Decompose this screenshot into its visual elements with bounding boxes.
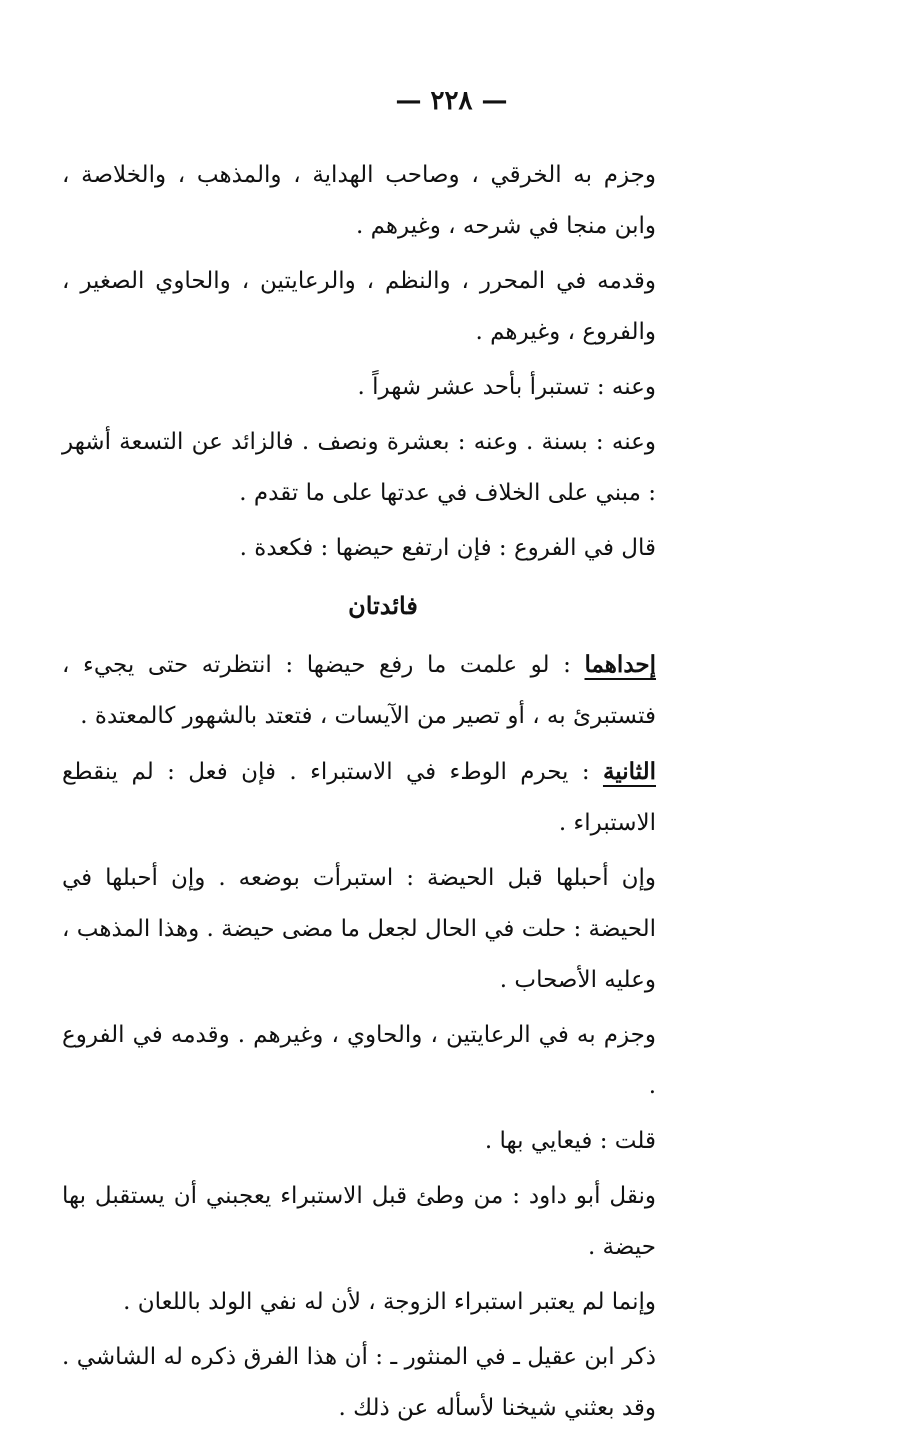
paragraph: قال في الفروع : فإن ارتفع حيضها : فكعدة .	[239, 535, 656, 561]
paragraph: ذكر ابن عقيل ـ في المنثور ـ : أن هذا الفرق ذكره له الشاشي . وقد بعثني شيخنا لأسأله عن ذلك .	[62, 1344, 656, 1421]
paragraph: قلت : فيعايي بها .	[484, 1128, 656, 1154]
paragraph: وعنه : تستبرأ بأحد عشر شهراً .	[357, 374, 656, 400]
paragraph: وإنما لم يعتبر استبراء الزوجة ، لأن له نفي الولد باللعان .	[123, 1289, 656, 1315]
term-second: الثانية	[602, 758, 656, 785]
body-text	[62, 150, 704, 1438]
page-number: — ٢٢٨ —	[395, 86, 508, 116]
paragraph: وعنه : بسنة . وعنه : بعشرة ونصف . فالزائد عن التسعة أشهر : مبني على الخلاف في عدتها على ما تقدم .	[62, 429, 656, 506]
paragraph: وجزم به الخرقي ، وصاحب الهداية ، والمذهب ، والخلاصة ، وابن منجا في شرحه ، وغيرهم .	[62, 162, 656, 239]
paragraph: وقدمه في المحرر ، والنظم ، والرعايتين ، والحاوي الصغير ، والفروع ، وغيرهم .	[62, 268, 656, 345]
paragraph	[62, 746, 704, 849]
term-first: إحداهما	[584, 651, 657, 678]
paragraph: وجزم به في الرعايتين ، والحاوي ، وغيرهم . وقدمه في الفروع .	[62, 1022, 656, 1099]
paragraph: وإن أحبلها قبل الحيضة : استبرأت بوضعه . وإن أحبلها في الحيضة : حلت في الحال لجعل ما مضى حيضة . وهذا المذهب ، وعليه الأصحاب .	[62, 865, 656, 993]
paragraph: ونقل أبو داود : من وطئ قبل الاستبراء يعجبني أن يستقبل بها حيضة .	[62, 1183, 656, 1260]
paragraph-text: : يحرم الوطء في الاستبراء . فإن فعل : لم ينقطع الاستبراء .	[62, 759, 656, 836]
paragraph-text: : لو علمت ما رفع حيضها : انتظرته حتى يجيء ، فتستبرئ به ، أو تصير من الآيسات ، فتعتد بالشهور كالمعتدة .	[62, 652, 656, 729]
paragraph	[62, 639, 704, 742]
section-heading: فائدتان	[348, 591, 418, 620]
